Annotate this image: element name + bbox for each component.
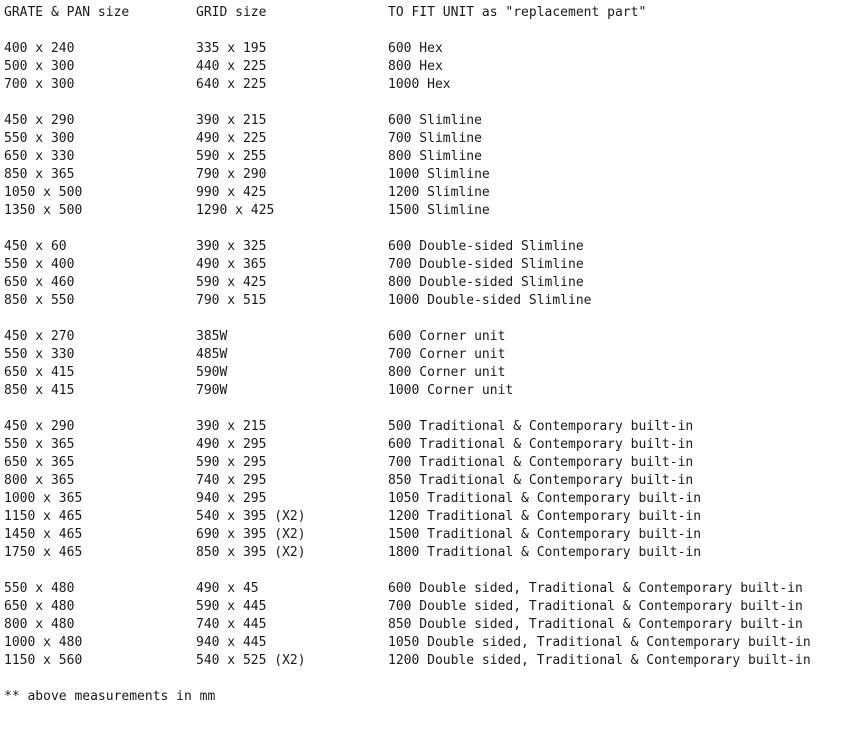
fit-unit-cell: 700 Double-sided Slimline [388,257,584,272]
header-fit-unit: TO FIT UNIT as "replacement part" [388,5,647,20]
grid-size-cell: 740 x 295 [196,473,267,488]
grid-size-cell: 1290 x 425 [196,203,275,218]
grid-size-cell: 540 x 525 (X2) [196,653,306,668]
grate-pan-size-cell: 450 x 60 [4,239,67,254]
grid-size-cell: 640 x 225 [196,77,267,92]
grid-size-cell: 490 x 45 [196,581,259,596]
table-row [4,328,844,346]
table-row [4,454,844,472]
grate-pan-size-cell: 650 x 415 [4,365,75,380]
grid-size-cell: 790 x 290 [196,167,267,182]
grid-size-cell: 940 x 295 [196,491,267,506]
grid-size-cell: 940 x 445 [196,635,267,650]
fit-unit-cell: 1500 Traditional & Contemporary built-in [388,527,702,542]
table-row [4,184,844,202]
fit-unit-cell: 1050 Double sided, Traditional & Contemporary built-in [388,635,811,650]
grid-size-cell: 490 x 295 [196,437,267,452]
fit-unit-cell: 1000 Hex [388,77,451,92]
table-row [4,508,844,526]
table-row [4,130,844,148]
grate-pan-size-cell: 550 x 400 [4,257,75,272]
measurement-group [4,328,844,400]
grid-size-cell: 790 x 515 [196,293,267,308]
table-row [4,346,844,364]
fit-unit-cell: 800 Slimline [388,149,482,164]
grate-pan-size-cell: 550 x 330 [4,347,75,362]
grid-size-cell: 590W [196,365,228,380]
fit-unit-cell: 1200 Double sided, Traditional & Contemporary built-in [388,653,811,668]
table-row [4,526,844,544]
grid-size-cell: 990 x 425 [196,185,267,200]
group-spacer [4,562,844,580]
table-row [4,580,844,598]
header-grate-pan-size: GRATE & PAN size [4,5,130,20]
measurement-group [4,238,844,310]
fit-unit-cell: 800 Corner unit [388,365,506,380]
fit-unit-cell: 600 Hex [388,41,443,56]
fit-unit-cell: 500 Traditional & Contemporary built-in [388,419,694,434]
grate-pan-size-cell: 1150 x 465 [4,509,83,524]
footnote: ** above measurements in mm [4,689,216,704]
header-grid-size: GRID size [196,5,267,20]
table-row [4,472,844,490]
fit-unit-cell: 800 Double-sided Slimline [388,275,584,290]
table-row [4,58,844,76]
fit-unit-cell: 850 Traditional & Contemporary built-in [388,473,694,488]
group-spacer [4,400,844,418]
measurement-group [4,580,844,670]
grate-pan-size-cell: 850 x 550 [4,293,75,308]
table-row [4,40,844,58]
spacer [4,670,844,688]
fit-unit-cell: 700 Double sided, Traditional & Contemporary built-in [388,599,803,614]
table-row [4,616,844,634]
table-row [4,148,844,166]
grate-pan-size-cell: 450 x 290 [4,419,75,434]
group-spacer [4,310,844,328]
group-spacer [4,94,844,112]
fit-unit-cell: 850 Double sided, Traditional & Contemporary built-in [388,617,803,632]
grid-size-cell: 485W [196,347,228,362]
table-row [4,382,844,400]
grate-pan-size-cell: 1150 x 560 [4,653,83,668]
fit-unit-cell: 1200 Slimline [388,185,490,200]
grate-pan-size-cell: 800 x 365 [4,473,75,488]
grate-pan-size-cell: 550 x 480 [4,581,75,596]
fit-unit-cell: 700 Corner unit [388,347,506,362]
table-row [4,76,844,94]
measurement-group [4,112,844,220]
grate-pan-size-cell: 500 x 300 [4,59,75,74]
table-row [4,166,844,184]
grid-size-cell: 590 x 445 [196,599,267,614]
grate-pan-size-cell: 1350 x 500 [4,203,83,218]
table-row [4,436,844,454]
group-spacer [4,22,844,40]
table-row [4,652,844,670]
fit-unit-cell: 1200 Traditional & Contemporary built-in [388,509,702,524]
fit-unit-cell: 700 Traditional & Contemporary built-in [388,455,694,470]
grate-pan-size-cell: 400 x 240 [4,41,75,56]
fit-unit-cell: 600 Double sided, Traditional & Contemporary built-in [388,581,803,596]
measurement-group [4,418,844,562]
fit-unit-cell: 700 Slimline [388,131,482,146]
grid-size-cell: 440 x 225 [196,59,267,74]
grate-pan-size-cell: 850 x 415 [4,383,75,398]
grate-pan-size-cell: 450 x 270 [4,329,75,344]
table-row [4,238,844,256]
grid-size-cell: 690 x 395 (X2) [196,527,306,542]
fit-unit-cell: 1000 Double-sided Slimline [388,293,592,308]
grid-size-cell: 540 x 395 (X2) [196,509,306,524]
fit-unit-cell: 1000 Corner unit [388,383,514,398]
grate-pan-size-cell: 1750 x 465 [4,545,83,560]
fit-unit-cell: 1800 Traditional & Contemporary built-in [388,545,702,560]
table-row [4,634,844,652]
grate-pan-size-cell: 850 x 365 [4,167,75,182]
fit-unit-cell: 600 Traditional & Contemporary built-in [388,437,694,452]
grid-size-cell: 335 x 195 [196,41,267,56]
table-row [4,274,844,292]
grate-pan-size-cell: 650 x 365 [4,455,75,470]
table-row [4,490,844,508]
grate-pan-size-cell: 650 x 460 [4,275,75,290]
grid-size-cell: 390 x 215 [196,113,267,128]
fit-unit-cell: 600 Double-sided Slimline [388,239,584,254]
grid-size-cell: 850 x 395 (X2) [196,545,306,560]
header-row [4,4,844,22]
grid-size-cell: 590 x 295 [196,455,267,470]
grate-pan-size-cell: 700 x 300 [4,77,75,92]
table-row [4,292,844,310]
grid-size-cell: 790W [196,383,228,398]
fit-unit-cell: 1500 Slimline [388,203,490,218]
table-row [4,256,844,274]
table-row [4,112,844,130]
fit-unit-cell: 600 Corner unit [388,329,506,344]
grate-pan-size-cell: 1000 x 480 [4,635,83,650]
grid-size-cell: 740 x 445 [196,617,267,632]
grate-pan-size-cell: 550 x 300 [4,131,75,146]
grid-size-cell: 590 x 255 [196,149,267,164]
grid-size-cell: 385W [196,329,228,344]
grate-pan-size-cell: 650 x 330 [4,149,75,164]
table-row [4,202,844,220]
grate-pan-size-cell: 450 x 290 [4,113,75,128]
table-row [4,598,844,616]
grate-pan-size-cell: 1000 x 365 [4,491,83,506]
table-row [4,364,844,382]
grate-pan-size-cell: 550 x 365 [4,437,75,452]
grid-size-cell: 590 x 425 [196,275,267,290]
grate-pan-size-cell: 1450 x 465 [4,527,83,542]
measurement-group [4,40,844,94]
grid-size-cell: 490 x 225 [196,131,267,146]
document [4,4,844,706]
measurement-groups [4,22,844,670]
grate-pan-size-cell: 1050 x 500 [4,185,83,200]
grate-pan-size-cell: 800 x 480 [4,617,75,632]
grid-size-cell: 390 x 325 [196,239,267,254]
grid-size-cell: 390 x 215 [196,419,267,434]
fit-unit-cell: 1000 Slimline [388,167,490,182]
group-spacer [4,220,844,238]
grate-pan-size-cell: 650 x 480 [4,599,75,614]
table-row [4,544,844,562]
fit-unit-cell: 600 Slimline [388,113,482,128]
table-row [4,418,844,436]
fit-unit-cell: 800 Hex [388,59,443,74]
grid-size-cell: 490 x 365 [196,257,267,272]
fit-unit-cell: 1050 Traditional & Contemporary built-in [388,491,702,506]
